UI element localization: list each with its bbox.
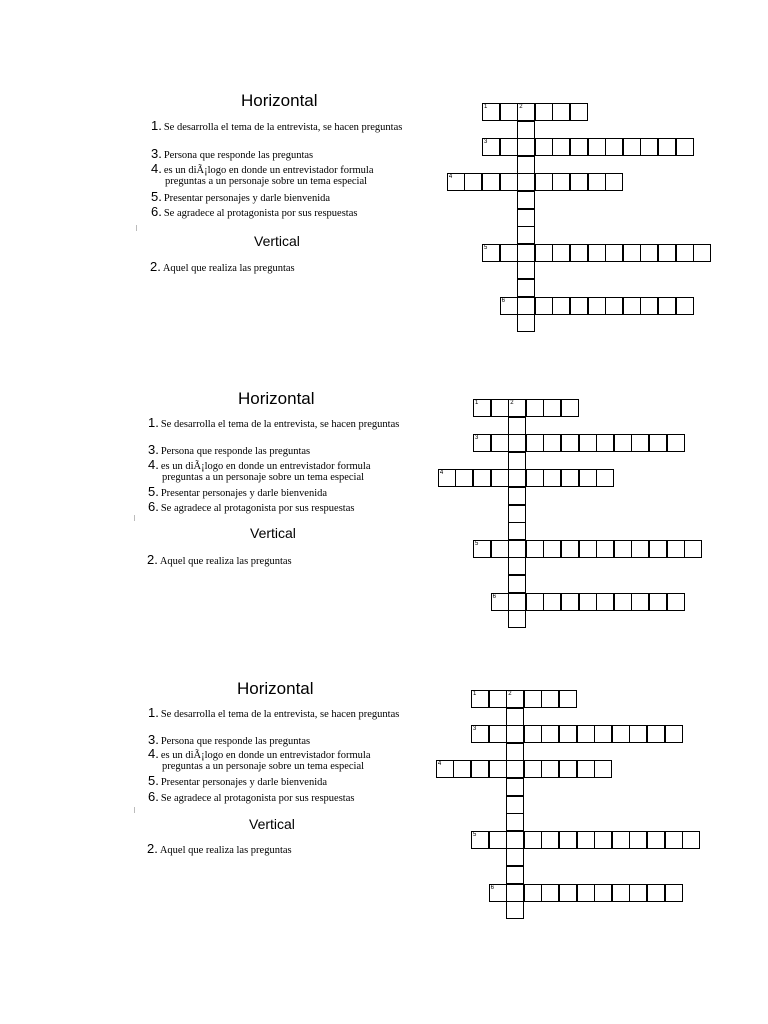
- crossword-cell[interactable]: [614, 540, 632, 558]
- crossword-cell[interactable]: [667, 434, 685, 452]
- crossword-cell[interactable]: [605, 297, 623, 315]
- crossword-cell[interactable]: [491, 469, 509, 487]
- crossword-cell[interactable]: [491, 434, 509, 452]
- crossword-cell[interactable]: [541, 760, 559, 778]
- crossword-cell[interactable]: [517, 261, 535, 279]
- crossword-cell[interactable]: [453, 760, 471, 778]
- clue-number: 5.: [151, 189, 162, 204]
- crossword-cell[interactable]: [506, 743, 524, 761]
- clue-horizontal-5: [148, 486, 327, 499]
- crossword-cell[interactable]: [524, 884, 542, 902]
- clue-horizontal-6: [148, 501, 354, 514]
- crossword-cell[interactable]: [649, 540, 667, 558]
- crossword-cell[interactable]: [594, 760, 612, 778]
- crossword-cell[interactable]: [605, 173, 623, 191]
- cell-number: 3: [473, 726, 477, 733]
- clue-vertical-2: [150, 261, 295, 274]
- crossword-cell[interactable]: [500, 244, 518, 262]
- clue-text: Persona que responde las preguntas: [160, 446, 311, 457]
- crossword-cell[interactable]: [517, 173, 535, 191]
- crossword-cell[interactable]: [570, 297, 588, 315]
- crossword-cell[interactable]: [541, 690, 559, 708]
- crossword-cell[interactable]: [640, 138, 658, 156]
- horizontal-heading: Horizontal: [241, 91, 318, 110]
- cell-number: 2: [508, 691, 512, 697]
- crossword-cell[interactable]: [631, 434, 649, 452]
- crossword-cell[interactable]: [552, 138, 570, 156]
- clue-number: 4.: [151, 161, 162, 176]
- crossword-cell[interactable]: [500, 297, 518, 315]
- margin-mark: [136, 225, 137, 231]
- crossword-cell[interactable]: [552, 103, 570, 121]
- crossword-cell[interactable]: [667, 593, 685, 611]
- cell-number: 4: [439, 470, 444, 477]
- margin-mark: [134, 807, 135, 813]
- crossword-cell[interactable]: [500, 103, 518, 121]
- cell-number: 1: [484, 104, 488, 110]
- crossword-cell[interactable]: [561, 399, 579, 417]
- crossword-cell[interactable]: [500, 173, 518, 191]
- crossword-cell[interactable]: [612, 725, 630, 743]
- clue-horizontal-3: [148, 444, 310, 457]
- crossword-cell[interactable]: [594, 831, 612, 849]
- crossword-cell[interactable]: [482, 173, 500, 191]
- crossword-cell[interactable]: [676, 244, 694, 262]
- clue-horizontal-3: [151, 148, 313, 161]
- cell-number: 6: [490, 884, 494, 891]
- crossword-copy-1: [0, 85, 768, 375]
- crossword-cell[interactable]: [649, 593, 667, 611]
- crossword-cell[interactable]: [491, 399, 509, 417]
- margin-mark: [134, 515, 135, 521]
- cell-number: 4: [437, 761, 442, 768]
- crossword-cell[interactable]: [506, 796, 524, 814]
- crossword-cell[interactable]: [561, 434, 579, 452]
- crossword-cell[interactable]: [535, 103, 553, 121]
- cell-number: 5: [473, 831, 477, 838]
- crossword-cell[interactable]: [588, 244, 606, 262]
- crossword-cell[interactable]: [517, 226, 535, 244]
- cell-number: 1: [475, 400, 479, 406]
- clue-number: 5.: [148, 773, 159, 788]
- crossword-cell[interactable]: [647, 831, 665, 849]
- crossword-cell[interactable]: [471, 690, 489, 708]
- crossword-cell[interactable]: [508, 593, 526, 611]
- crossword-cell[interactable]: [489, 725, 507, 743]
- crossword-cell[interactable]: [491, 593, 509, 611]
- crossword-cell[interactable]: [570, 103, 588, 121]
- crossword-cell[interactable]: [524, 831, 542, 849]
- crossword-cell[interactable]: [629, 725, 647, 743]
- clue-horizontal-3: [148, 734, 310, 747]
- cell-number: 1: [473, 691, 477, 697]
- crossword-cell[interactable]: [605, 138, 623, 156]
- crossword-cell[interactable]: [570, 244, 588, 262]
- crossword-cell[interactable]: [658, 297, 676, 315]
- crossword-cell[interactable]: [552, 244, 570, 262]
- clue-number: 3.: [148, 442, 159, 457]
- clue-horizontal-4: [148, 748, 371, 772]
- clue-horizontal-5: [148, 775, 327, 788]
- crossword-cell[interactable]: [526, 434, 544, 452]
- crossword-cell[interactable]: [438, 469, 456, 487]
- clue-text: es un diÃ¡logo en donde un entrevistador formula: [160, 461, 371, 472]
- crossword-cell[interactable]: [552, 173, 570, 191]
- crossword-cell[interactable]: [517, 191, 535, 209]
- crossword-cell[interactable]: [596, 540, 614, 558]
- crossword-cell[interactable]: [559, 884, 577, 902]
- crossword-cell[interactable]: [561, 593, 579, 611]
- clue-text: Se desarrolla el tema de la entrevista, se hacen preguntas: [163, 122, 403, 133]
- crossword-cell[interactable]: [506, 831, 524, 849]
- crossword-cell[interactable]: [588, 173, 606, 191]
- cell-number: 6: [501, 297, 505, 304]
- clue-text: Aquel que realiza las preguntas: [159, 845, 292, 856]
- crossword-copy-2: [0, 383, 768, 673]
- crossword-cell[interactable]: [489, 760, 507, 778]
- clue-vertical-2: [147, 843, 292, 856]
- crossword-cell[interactable]: [649, 434, 667, 452]
- crossword-cell[interactable]: [559, 760, 577, 778]
- clue-text: Aquel que realiza las preguntas: [159, 556, 292, 567]
- crossword-cell[interactable]: [693, 244, 711, 262]
- crossword-cell[interactable]: [506, 813, 524, 831]
- crossword-cell[interactable]: [577, 831, 595, 849]
- clue-horizontal-1: [148, 707, 399, 720]
- crossword-cell[interactable]: [559, 690, 577, 708]
- clue-horizontal-6: [148, 791, 354, 804]
- clue-number: 6.: [151, 204, 162, 219]
- crossword-cell[interactable]: [676, 138, 694, 156]
- cell-number: 4: [448, 174, 453, 181]
- crossword-cell[interactable]: [517, 103, 535, 121]
- crossword-cell[interactable]: [508, 540, 526, 558]
- clue-number: 3.: [148, 732, 159, 747]
- cell-number: 2: [510, 400, 514, 406]
- clue-text: Persona que responde las preguntas: [163, 150, 314, 161]
- crossword-cell[interactable]: [577, 884, 595, 902]
- clue-number: 6.: [148, 499, 159, 514]
- clue-text: es un diÃ¡logo en donde un entrevistador formula: [163, 165, 374, 176]
- clue-text: Se agradece al protagonista por sus respuestas: [160, 503, 355, 514]
- clue-number: 2.: [147, 841, 158, 856]
- crossword-cell[interactable]: [455, 469, 473, 487]
- horizontal-heading: Horizontal: [237, 679, 314, 698]
- crossword-cell[interactable]: [506, 690, 524, 708]
- crossword-cell[interactable]: [631, 593, 649, 611]
- crossword-cell[interactable]: [471, 831, 489, 849]
- crossword-cell[interactable]: [596, 593, 614, 611]
- crossword-cell[interactable]: [640, 297, 658, 315]
- crossword-cell[interactable]: [506, 901, 524, 919]
- crossword-cell[interactable]: [508, 469, 526, 487]
- crossword-cell[interactable]: [506, 778, 524, 796]
- crossword-cell[interactable]: [612, 831, 630, 849]
- crossword-cell[interactable]: [570, 138, 588, 156]
- crossword-cell[interactable]: [508, 505, 526, 523]
- crossword-cell[interactable]: [543, 593, 561, 611]
- clue-number: 5.: [148, 484, 159, 499]
- crossword-cell[interactable]: [667, 540, 685, 558]
- crossword-cell[interactable]: [658, 244, 676, 262]
- crossword-cell[interactable]: [665, 831, 683, 849]
- crossword-cell[interactable]: [561, 469, 579, 487]
- crossword-cell[interactable]: [517, 297, 535, 315]
- crossword-cell[interactable]: [559, 725, 577, 743]
- crossword-cell[interactable]: [473, 399, 491, 417]
- crossword-cell[interactable]: [596, 434, 614, 452]
- crossword-cell[interactable]: [535, 244, 553, 262]
- crossword-cell[interactable]: [517, 314, 535, 332]
- clue-text: Se agradece al protagonista por sus respuestas: [163, 208, 358, 219]
- crossword-cell[interactable]: [489, 831, 507, 849]
- clue-horizontal-6: [151, 206, 357, 219]
- cell-number: 6: [492, 593, 496, 600]
- crossword-cell[interactable]: [647, 884, 665, 902]
- crossword-cell[interactable]: [482, 103, 500, 121]
- crossword-cell[interactable]: [471, 725, 489, 743]
- cell-number: 3: [484, 139, 488, 146]
- crossword-cell[interactable]: [473, 434, 491, 452]
- crossword-cell[interactable]: [517, 279, 535, 297]
- crossword-cell[interactable]: [579, 593, 597, 611]
- crossword-cell[interactable]: [682, 831, 700, 849]
- crossword-cell[interactable]: [517, 209, 535, 227]
- clue-number: 2.: [147, 552, 158, 567]
- crossword-cell[interactable]: [594, 725, 612, 743]
- crossword-cell[interactable]: [629, 884, 647, 902]
- crossword-cell[interactable]: [508, 487, 526, 505]
- clue-text-continued: preguntas a un personaje sobre un tema especial: [162, 472, 365, 483]
- crossword-cell[interactable]: [508, 610, 526, 628]
- crossword-cell[interactable]: [561, 540, 579, 558]
- clue-text: Se desarrolla el tema de la entrevista, se hacen preguntas: [160, 709, 400, 720]
- crossword-cell[interactable]: [541, 831, 559, 849]
- crossword-cell[interactable]: [605, 244, 623, 262]
- crossword-cell[interactable]: [588, 297, 606, 315]
- clue-text: es un diÃ¡logo en donde un entrevistador formula: [160, 750, 371, 761]
- crossword-cell[interactable]: [577, 760, 595, 778]
- vertical-heading: Vertical: [254, 233, 300, 249]
- crossword-cell[interactable]: [500, 138, 518, 156]
- clue-text: Se desarrolla el tema de la entrevista, se hacen preguntas: [160, 419, 400, 430]
- crossword-cell[interactable]: [526, 540, 544, 558]
- crossword-cell[interactable]: [436, 760, 454, 778]
- crossword-cell[interactable]: [640, 244, 658, 262]
- crossword-cell[interactable]: [517, 156, 535, 174]
- clue-horizontal-5: [151, 191, 330, 204]
- vertical-heading: Vertical: [250, 525, 296, 541]
- clue-text: Presentar personajes y darle bienvenida: [160, 777, 328, 788]
- crossword-copy-3: [0, 673, 768, 963]
- clue-number: 1.: [151, 118, 162, 133]
- crossword-cell[interactable]: [647, 725, 665, 743]
- crossword-cell[interactable]: [629, 831, 647, 849]
- crossword-cell[interactable]: [489, 690, 507, 708]
- crossword-cell[interactable]: [526, 593, 544, 611]
- crossword-cell[interactable]: [508, 399, 526, 417]
- vertical-heading: Vertical: [249, 816, 295, 832]
- crossword-cell[interactable]: [506, 725, 524, 743]
- crossword-cell[interactable]: [482, 138, 500, 156]
- crossword-cell[interactable]: [526, 469, 544, 487]
- crossword-cell[interactable]: [506, 884, 524, 902]
- clue-number: 2.: [150, 259, 161, 274]
- crossword-cell[interactable]: [552, 297, 570, 315]
- crossword-cell[interactable]: [473, 540, 491, 558]
- crossword-cell[interactable]: [684, 540, 702, 558]
- crossword-cell[interactable]: [676, 297, 694, 315]
- crossword-cell[interactable]: [665, 725, 683, 743]
- crossword-cell[interactable]: [526, 399, 544, 417]
- crossword-cell[interactable]: [594, 884, 612, 902]
- clue-horizontal-4: [151, 163, 374, 187]
- crossword-cell[interactable]: [506, 708, 524, 726]
- clue-text-continued: preguntas a un personaje sobre un tema especial: [162, 761, 365, 772]
- cell-number: 2: [519, 104, 523, 110]
- crossword-cell[interactable]: [614, 434, 632, 452]
- clue-number: 4.: [148, 746, 159, 761]
- crossword-cell[interactable]: [482, 244, 500, 262]
- crossword-cell[interactable]: [543, 399, 561, 417]
- crossword-cell[interactable]: [489, 884, 507, 902]
- crossword-cell[interactable]: [517, 244, 535, 262]
- crossword-cell[interactable]: [577, 725, 595, 743]
- crossword-cell[interactable]: [559, 831, 577, 849]
- crossword-cell[interactable]: [508, 452, 526, 470]
- crossword-cell[interactable]: [579, 540, 597, 558]
- crossword-cell[interactable]: [535, 297, 553, 315]
- crossword-cell[interactable]: [508, 417, 526, 435]
- crossword-cell[interactable]: [506, 866, 524, 884]
- crossword-cell[interactable]: [524, 690, 542, 708]
- clue-vertical-2: [147, 554, 292, 567]
- crossword-cell[interactable]: [535, 173, 553, 191]
- clue-horizontal-1: [151, 120, 402, 133]
- crossword-cell[interactable]: [506, 848, 524, 866]
- crossword-cell[interactable]: [508, 434, 526, 452]
- crossword-cell[interactable]: [491, 540, 509, 558]
- clue-text: Presentar personajes y darle bienvenida: [163, 193, 331, 204]
- crossword-cell[interactable]: [524, 760, 542, 778]
- crossword-cell[interactable]: [508, 522, 526, 540]
- clue-horizontal-4: [148, 459, 371, 483]
- clue-number: 6.: [148, 789, 159, 804]
- clue-text: Se agradece al protagonista por sus respuestas: [160, 793, 355, 804]
- crossword-cell[interactable]: [541, 884, 559, 902]
- clue-number: 3.: [151, 146, 162, 161]
- cell-number: 5: [475, 540, 479, 547]
- crossword-cell[interactable]: [596, 469, 614, 487]
- crossword-cell[interactable]: [506, 760, 524, 778]
- crossword-cell[interactable]: [570, 173, 588, 191]
- crossword-cell[interactable]: [579, 434, 597, 452]
- clue-number: 1.: [148, 705, 159, 720]
- crossword-cell[interactable]: [508, 557, 526, 575]
- crossword-cell[interactable]: [579, 469, 597, 487]
- cell-number: 5: [484, 244, 488, 251]
- crossword-cell[interactable]: [541, 725, 559, 743]
- crossword-cell[interactable]: [614, 593, 632, 611]
- crossword-cell[interactable]: [447, 173, 465, 191]
- crossword-cell[interactable]: [612, 884, 630, 902]
- crossword-cell[interactable]: [543, 469, 561, 487]
- horizontal-heading: Horizontal: [238, 389, 315, 408]
- crossword-cell[interactable]: [631, 540, 649, 558]
- crossword-cell[interactable]: [517, 121, 535, 139]
- crossword-cell[interactable]: [623, 138, 641, 156]
- clue-number: 4.: [148, 457, 159, 472]
- crossword-cell[interactable]: [473, 469, 491, 487]
- crossword-cell[interactable]: [665, 884, 683, 902]
- crossword-cell[interactable]: [543, 540, 561, 558]
- crossword-cell[interactable]: [508, 575, 526, 593]
- crossword-cell[interactable]: [658, 138, 676, 156]
- crossword-cell[interactable]: [535, 138, 553, 156]
- crossword-cell[interactable]: [464, 173, 482, 191]
- clue-horizontal-1: [148, 417, 399, 430]
- clue-number: 1.: [148, 415, 159, 430]
- crossword-cell[interactable]: [588, 138, 606, 156]
- clue-text-continued: preguntas a un personaje sobre un tema especial: [165, 176, 368, 187]
- crossword-cell[interactable]: [623, 297, 641, 315]
- crossword-cell[interactable]: [471, 760, 489, 778]
- crossword-cell[interactable]: [623, 244, 641, 262]
- clue-text: Aquel que realiza las preguntas: [162, 263, 295, 274]
- crossword-cell[interactable]: [517, 138, 535, 156]
- crossword-cell[interactable]: [524, 725, 542, 743]
- clue-text: Persona que responde las preguntas: [160, 736, 311, 747]
- clue-text: Presentar personajes y darle bienvenida: [160, 488, 328, 499]
- cell-number: 3: [475, 435, 479, 442]
- crossword-cell[interactable]: [543, 434, 561, 452]
